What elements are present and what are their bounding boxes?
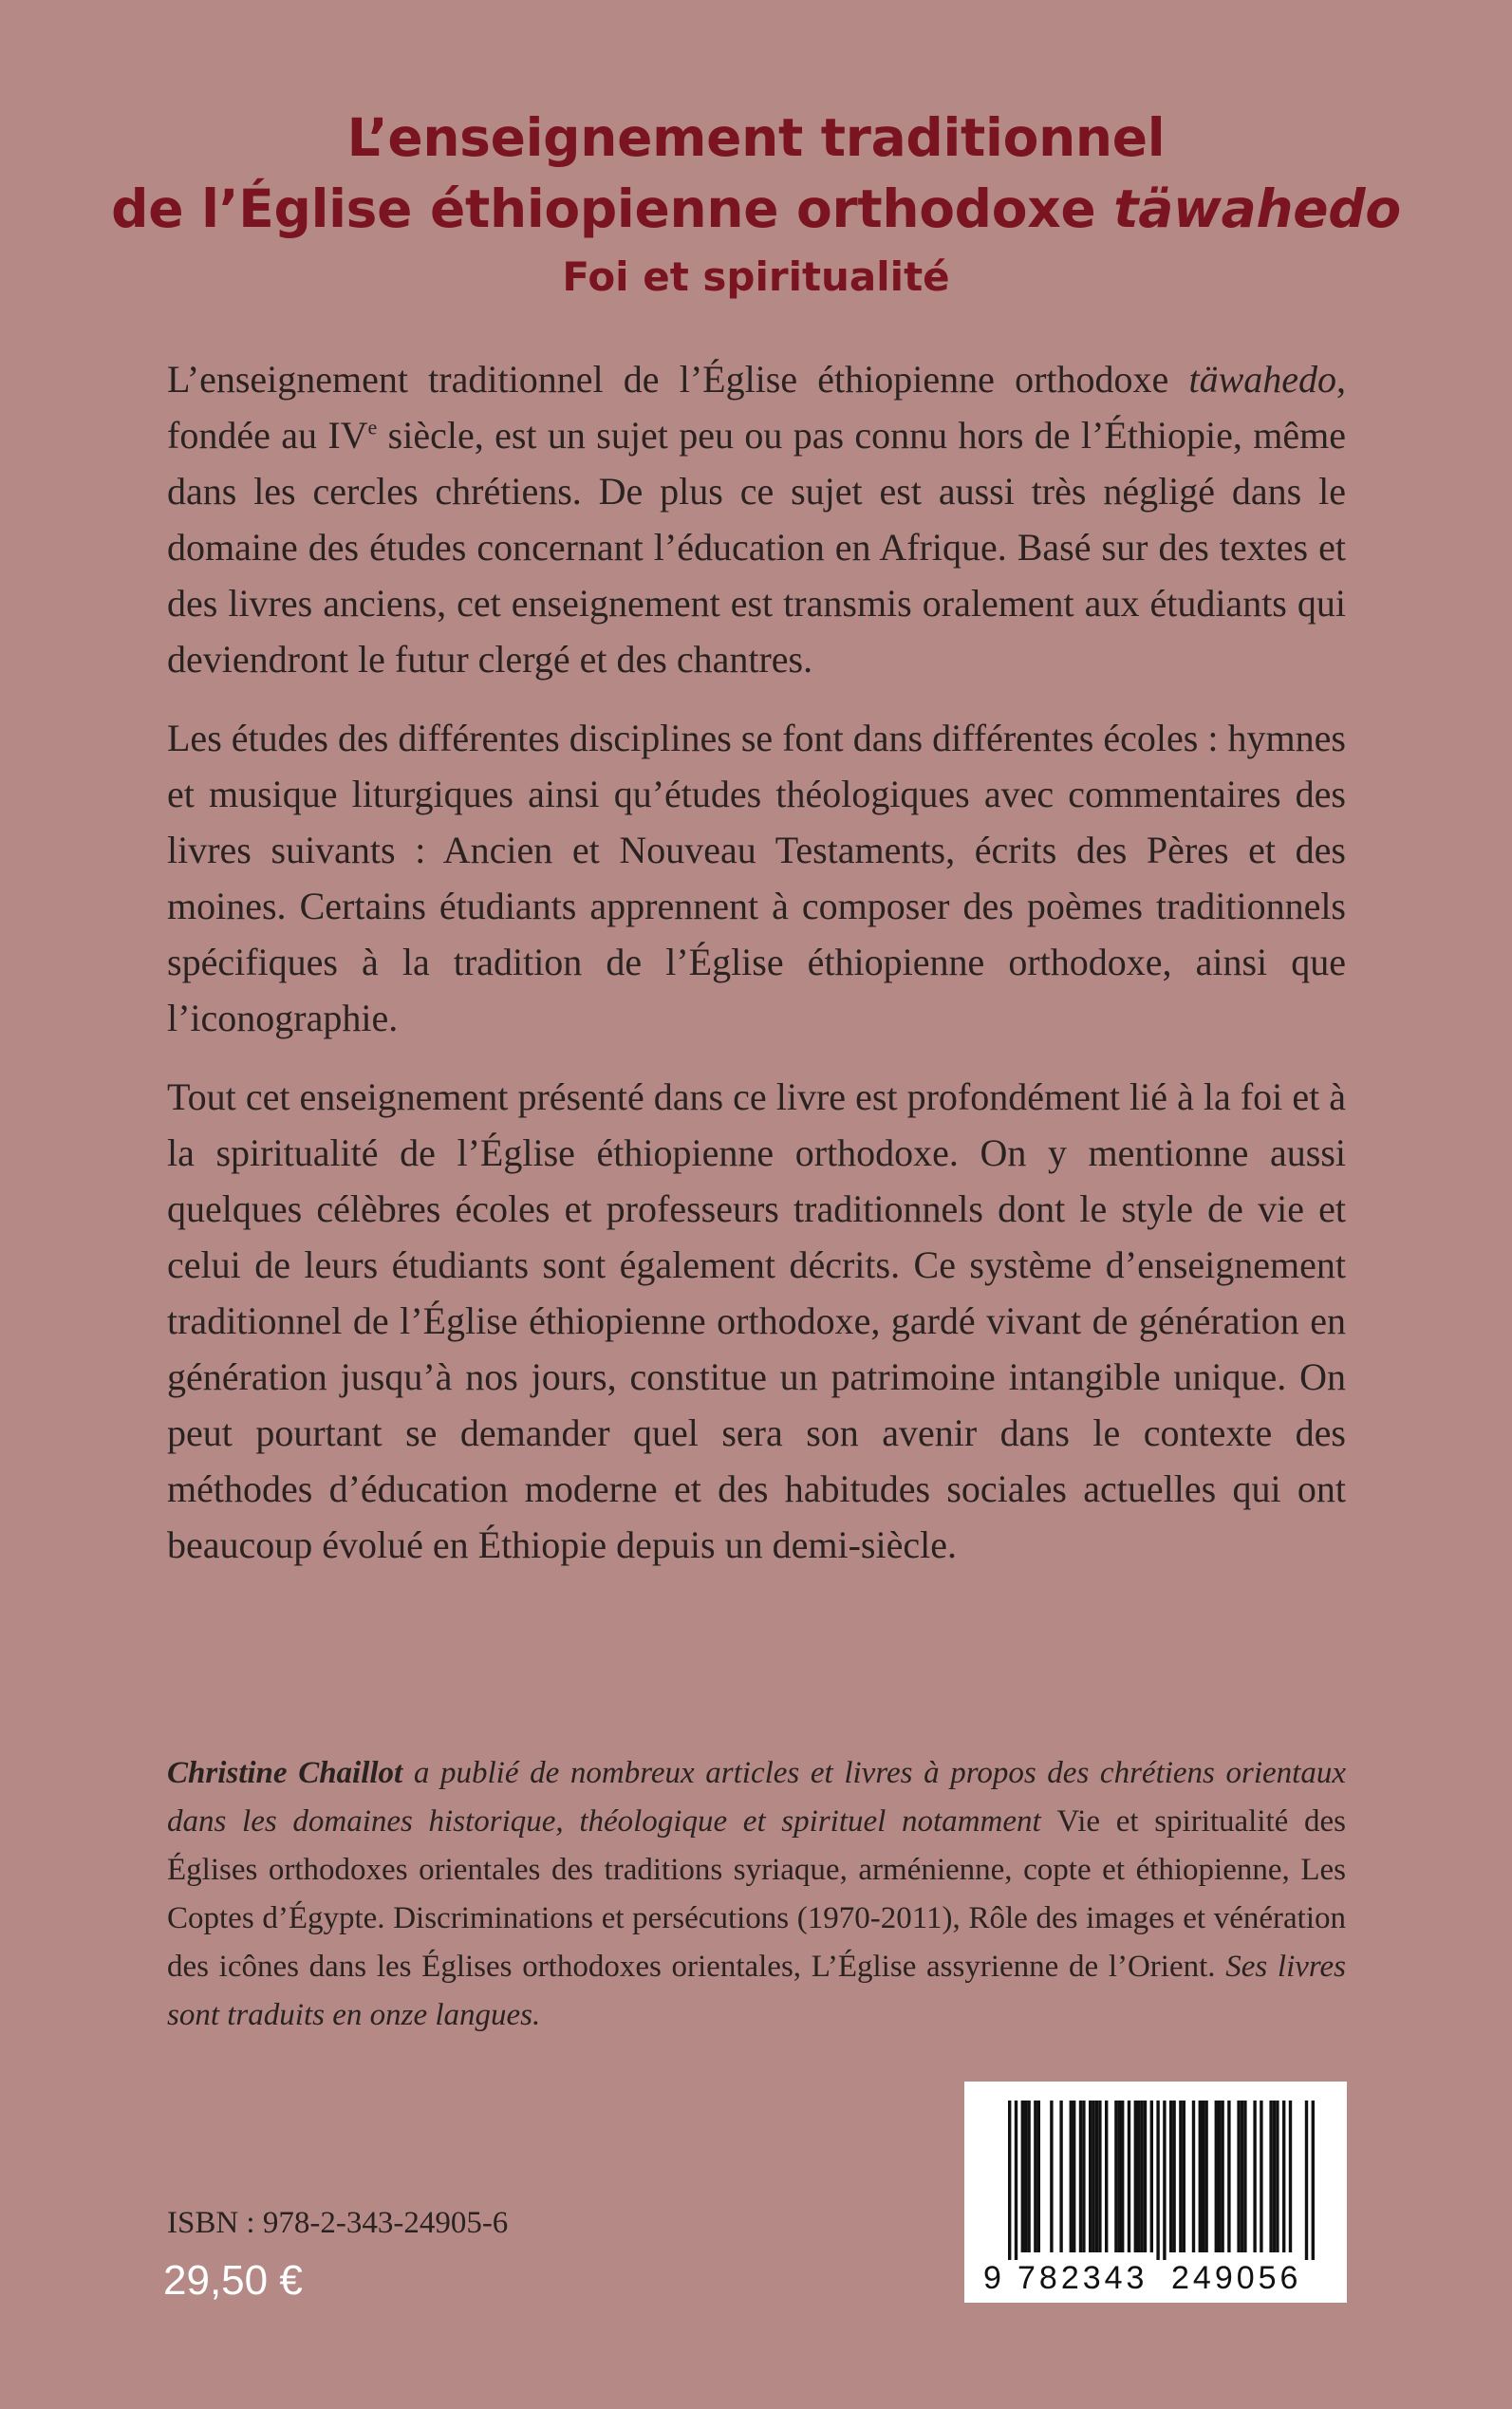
- barcode-bar: [1260, 2101, 1262, 2252]
- barcode-bar: [1218, 2101, 1221, 2252]
- barcode-bar: [1021, 2101, 1024, 2252]
- barcode-bar: [1037, 2101, 1040, 2252]
- barcode-bar: [1134, 2101, 1137, 2252]
- barcode-bar: [1273, 2101, 1276, 2252]
- barcode-bar: [1034, 2101, 1036, 2252]
- paragraph-3: Tout cet enseignement présenté dans ce livre est profondément lié à la foi et à la spiritualité de l’Église éthiopienne orthodoxe. On y mentionne aussi quelques célèbres écoles et professeurs traditionnels dont le style de vie et celui de leurs étudiants sont également décrits. Ce système d’enseignement traditionnel de l’Église éthiopienne orthodoxe, gardé vivant de génération en génération jusqu’à nos jours, constitue un patrimoine intangible unique. On peut pourtant se demander quel sera son avenir dans le contexte des méthodes d’éducation moderne et des habitudes sociales actuelles qui ont beaucoup évolué en Éthiopie depuis un demi-siècle.: [167, 1075, 1346, 1566]
- barcode-bar: [1015, 2101, 1017, 2260]
- barcode-bar: [1089, 2101, 1092, 2252]
- barcode-bar: [1179, 2101, 1182, 2252]
- back-cover-description: [167, 351, 1346, 1596]
- barcode-bar: [1192, 2101, 1195, 2252]
- price-label: 29,50 €: [163, 2257, 303, 2304]
- book-title-line-1: L’enseignement traditionnel: [346, 107, 1166, 168]
- barcode-bar: [1163, 2101, 1166, 2260]
- barcode-digits-left: 782343: [1017, 2260, 1148, 2296]
- barcode-bar: [1282, 2101, 1285, 2252]
- barcode-bar: [1276, 2101, 1279, 2252]
- title-block: [0, 103, 1512, 306]
- barcode-bar: [1070, 2101, 1073, 2252]
- barcode-bar: [1215, 2101, 1218, 2252]
- barcode-bar: [1059, 2101, 1062, 2252]
- author-bio: [167, 1749, 1346, 2040]
- barcode-bar: [1204, 2101, 1207, 2252]
- p1-italic-word: täwahedo: [1188, 358, 1336, 401]
- barcode-bar: [1227, 2101, 1230, 2252]
- barcode-bar: [1183, 2101, 1185, 2252]
- barcode: [964, 2082, 1347, 2303]
- barcode-digit-first: 9: [983, 2260, 1001, 2296]
- barcode-bar: [1121, 2101, 1124, 2252]
- author-name: Christine Chaillot: [167, 1756, 403, 1790]
- barcode-bar: [1128, 2101, 1130, 2252]
- p1-part-c: , fondée au IV: [167, 358, 1346, 457]
- book-title-line-2: [0, 174, 1512, 245]
- barcode-bar: [1095, 2101, 1098, 2252]
- barcode-bar: [1050, 2101, 1053, 2252]
- barcode-bar: [1092, 2101, 1094, 2252]
- barcode-bar: [1312, 2101, 1315, 2260]
- barcode-bar: [1079, 2101, 1082, 2252]
- barcode-bars: [1008, 2101, 1315, 2260]
- barcode-bar: [1024, 2101, 1027, 2252]
- barcode-digits-right: 249056: [1171, 2260, 1302, 2296]
- barcode-bar: [1269, 2101, 1272, 2252]
- barcode-bar: [1305, 2101, 1308, 2260]
- author-bio-text: a publié de nombreux articles et livres à propos des chrétiens orientaux dans les domaines historique, théologique et spirituel notamment: [167, 1756, 1346, 1839]
- barcode-bar: [1199, 2101, 1202, 2252]
- barcode-bar: [1237, 2101, 1240, 2252]
- barcode-bar: [1243, 2101, 1246, 2252]
- author-closing: Ses livres sont traduits en onze langues.: [167, 1950, 1346, 2032]
- author-works: Vie et spiritualité des Églises orthodoxes orientales des traditions syriaque, arménienne, copte et éthiopienne, Les Coptes d’Égypte. Discriminations et persécutions (1970-2011), Rôle des images et vénération des icônes dans les Églises orthodoxes orientales, L’Église assyrienne de l’Orient.: [167, 1804, 1347, 1984]
- barcode-bar: [1241, 2101, 1243, 2252]
- barcode-bar: [1008, 2101, 1011, 2260]
- barcode-bar: [1253, 2101, 1256, 2252]
- barcode-bar: [1082, 2101, 1085, 2252]
- book-title-italic-word: täwahedo: [1113, 178, 1401, 239]
- barcode-bar: [1140, 2101, 1143, 2252]
- barcode-bar: [1202, 2101, 1204, 2252]
- paragraph-2: Les études des différentes disciplines se font dans différentes écoles : hymnes et musique liturgiques ainsi qu’études théologiques avec commentaires des livres suivants : Ancien et Nouveau Testaments, écrits des Pères et des moines. Certains étudiants apprennent à composer des poèmes traditionnels spécifiques à la tradition de l’Église éthiopienne orthodoxe, ainsi que l’iconographie.: [167, 717, 1346, 1039]
- p1-part-a: L’enseignement traditionnel de l’Église éthiopienne orthodoxe: [167, 358, 1189, 401]
- paragraph-1: [167, 351, 1346, 687]
- barcode-bar: [1027, 2101, 1030, 2252]
- barcode-bar: [1156, 2101, 1159, 2260]
- barcode-bar: [1289, 2101, 1292, 2252]
- p1-part-d: siècle, est un sujet peu ou pas connu hors de l’Éthiopie, même dans les cercles chrétiens. De plus ce sujet est aussi très négligé dans le domaine des études concernant l’éducation en Afrique. Basé sur des textes et des livres anciens, cet enseignement est transmis oralement aux étudiants qui deviendront le futur clergé et des chantres.: [167, 414, 1346, 681]
- barcode-bar: [1221, 2101, 1223, 2252]
- book-title-line-2-text: de l’Église éthiopienne orthodoxe: [111, 178, 1114, 239]
- p1-superscript: e: [367, 415, 378, 439]
- book-subtitle: Foi et spiritualité: [562, 253, 950, 300]
- barcode-bar: [1137, 2101, 1140, 2252]
- barcode-bar: [1105, 2101, 1108, 2252]
- barcode-bar: [1114, 2101, 1117, 2252]
- barcode-bar: [1169, 2101, 1172, 2252]
- isbn-label: ISBN : 978-2-343-24905-6: [167, 2206, 509, 2240]
- barcode-bar: [1118, 2101, 1121, 2252]
- barcode-bar: [1172, 2101, 1175, 2252]
- barcode-bar: [1073, 2101, 1075, 2252]
- barcode-bar: [1144, 2101, 1147, 2252]
- barcode-bar: [1098, 2101, 1101, 2252]
- barcode-graphic: [964, 2082, 1347, 2303]
- barcode-bar: [1150, 2101, 1153, 2252]
